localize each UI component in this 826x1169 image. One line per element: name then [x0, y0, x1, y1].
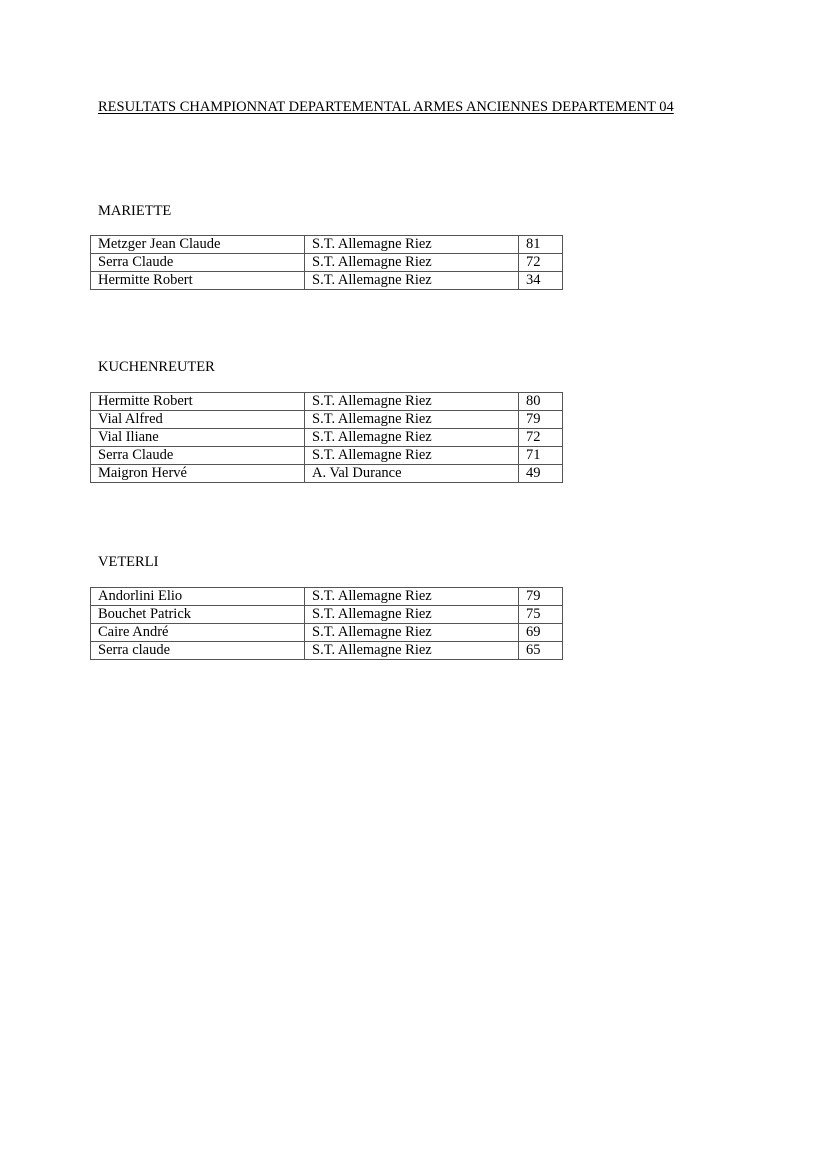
score: 75	[519, 606, 563, 624]
table-row	[91, 642, 563, 660]
competitor-name: Metzger Jean Claude	[91, 236, 305, 254]
club-name: A. Val Durance	[305, 465, 519, 483]
competitor-name: Serra claude	[91, 642, 305, 660]
competitor-name: Vial Alfred	[91, 411, 305, 429]
club-name: S.T. Allemagne Riez	[305, 272, 519, 290]
table-row	[91, 624, 563, 642]
table-row	[91, 254, 563, 272]
section-heading-mariette: MARIETTE	[98, 203, 172, 219]
score: 49	[519, 465, 563, 483]
competitor-name: Hermitte Robert	[91, 393, 305, 411]
score: 34	[519, 272, 563, 290]
club-name: S.T. Allemagne Riez	[305, 606, 519, 624]
section-heading-veterli: VETERLI	[98, 554, 159, 570]
results-table-kuchenreuter	[90, 392, 563, 483]
score: 81	[519, 236, 563, 254]
club-name: S.T. Allemagne Riez	[305, 236, 519, 254]
section-heading-kuchenreuter: KUCHENREUTER	[98, 359, 215, 375]
table-row	[91, 393, 563, 411]
document-title: RESULTATS CHAMPIONNAT DEPARTEMENTAL ARMES ANCIENNES DEPARTEMENT 04	[98, 99, 674, 115]
score: 65	[519, 642, 563, 660]
competitor-name: Hermitte Robert	[91, 272, 305, 290]
competitor-name: Bouchet Patrick	[91, 606, 305, 624]
table-row	[91, 236, 563, 254]
club-name: S.T. Allemagne Riez	[305, 642, 519, 660]
club-name: S.T. Allemagne Riez	[305, 624, 519, 642]
results-table-mariette	[90, 235, 563, 290]
competitor-name: Vial Iliane	[91, 429, 305, 447]
score: 69	[519, 624, 563, 642]
table-row	[91, 447, 563, 465]
competitor-name: Serra Claude	[91, 447, 305, 465]
score: 79	[519, 588, 563, 606]
table-row	[91, 465, 563, 483]
results-table-veterli	[90, 587, 563, 660]
table-row	[91, 411, 563, 429]
score: 79	[519, 411, 563, 429]
club-name: S.T. Allemagne Riez	[305, 429, 519, 447]
competitor-name: Serra Claude	[91, 254, 305, 272]
club-name: S.T. Allemagne Riez	[305, 411, 519, 429]
competitor-name: Andorlini Elio	[91, 588, 305, 606]
club-name: S.T. Allemagne Riez	[305, 447, 519, 465]
club-name: S.T. Allemagne Riez	[305, 393, 519, 411]
competitor-name: Caire André	[91, 624, 305, 642]
score: 72	[519, 429, 563, 447]
score: 80	[519, 393, 563, 411]
table-row	[91, 272, 563, 290]
score: 72	[519, 254, 563, 272]
competitor-name: Maigron Hervé	[91, 465, 305, 483]
table-row	[91, 588, 563, 606]
club-name: S.T. Allemagne Riez	[305, 254, 519, 272]
score: 71	[519, 447, 563, 465]
club-name: S.T. Allemagne Riez	[305, 588, 519, 606]
table-row	[91, 429, 563, 447]
table-row	[91, 606, 563, 624]
